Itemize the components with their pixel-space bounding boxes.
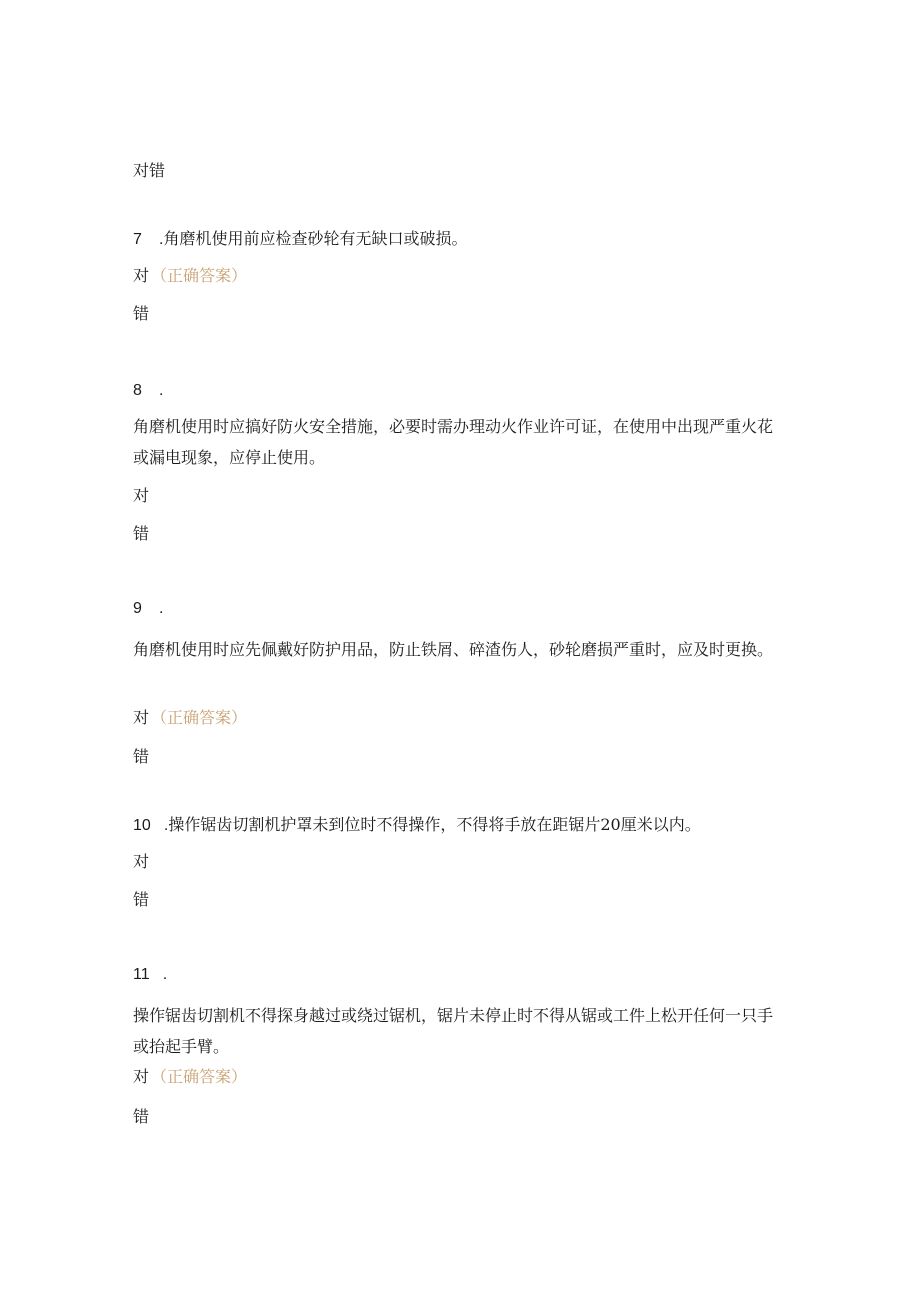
question-number: 7	[133, 231, 142, 248]
question-8-text: 角磨机使用时应搞好防火安全措施，必要时需办理动火作业许可证，在使用中出现严重火花或漏电现象，应停止使用。	[133, 417, 774, 467]
question-text: 操作锯齿切割机护罩未到位时不得操作，不得将手放在距锯片20厘米以内。	[168, 815, 701, 834]
question-number: 11	[133, 966, 150, 983]
prev-question-choices: 对错	[133, 161, 166, 180]
question-8-header	[133, 380, 163, 401]
option-label: 错	[133, 890, 150, 909]
option-label: 对	[133, 266, 150, 285]
option-label: 对	[133, 852, 150, 871]
option-label: 错	[133, 1107, 150, 1126]
question-8-option-false[interactable]	[133, 524, 149, 544]
question-separator: .	[162, 966, 168, 983]
question-separator: .	[159, 231, 164, 248]
question-separator: .	[159, 600, 164, 617]
question-text: 角磨机使用前应检查砂轮有无缺口或破损。	[163, 229, 468, 248]
question-9-option-true[interactable]	[133, 708, 247, 728]
correct-answer-mark: （正确答案）	[151, 266, 248, 285]
question-11-header	[133, 964, 167, 985]
question-11-option-false[interactable]	[133, 1107, 149, 1127]
question-9-option-false[interactable]	[133, 747, 149, 767]
question-8-option-true[interactable]	[133, 486, 149, 506]
question-10-option-false[interactable]	[133, 890, 149, 910]
question-number: 8	[133, 382, 142, 399]
option-label: 对	[133, 708, 150, 727]
question-7	[133, 229, 467, 250]
question-11-text: 操作锯齿切割机不得探身越过或绕过锯机，锯片未停止时不得从锯或工件上松开任何一只手或抬起手臂。	[133, 1006, 774, 1056]
question-separator: .	[163, 817, 169, 834]
question-10-option-true[interactable]	[133, 852, 149, 872]
question-separator: .	[159, 382, 164, 399]
option-label: 对	[133, 1067, 150, 1086]
correct-answer-mark: （正确答案）	[151, 1067, 248, 1086]
question-7-option-false[interactable]	[133, 304, 149, 324]
question-number: 9	[133, 600, 142, 617]
question-9-header	[133, 598, 163, 619]
question-9-text: 角磨机使用时应先佩戴好防护用品，防止铁屑、碎渣伤人，砂轮磨损严重时，应及时更换。	[133, 640, 774, 659]
option-label: 对	[133, 486, 150, 505]
option-label: 错	[133, 304, 150, 323]
option-label: 错	[133, 747, 150, 766]
correct-answer-mark: （正确答案）	[151, 708, 248, 727]
option-label: 错	[133, 524, 150, 543]
question-11-option-true[interactable]	[133, 1067, 247, 1087]
question-10	[133, 815, 701, 836]
question-number: 10	[133, 817, 151, 834]
question-7-option-true[interactable]	[133, 266, 247, 286]
